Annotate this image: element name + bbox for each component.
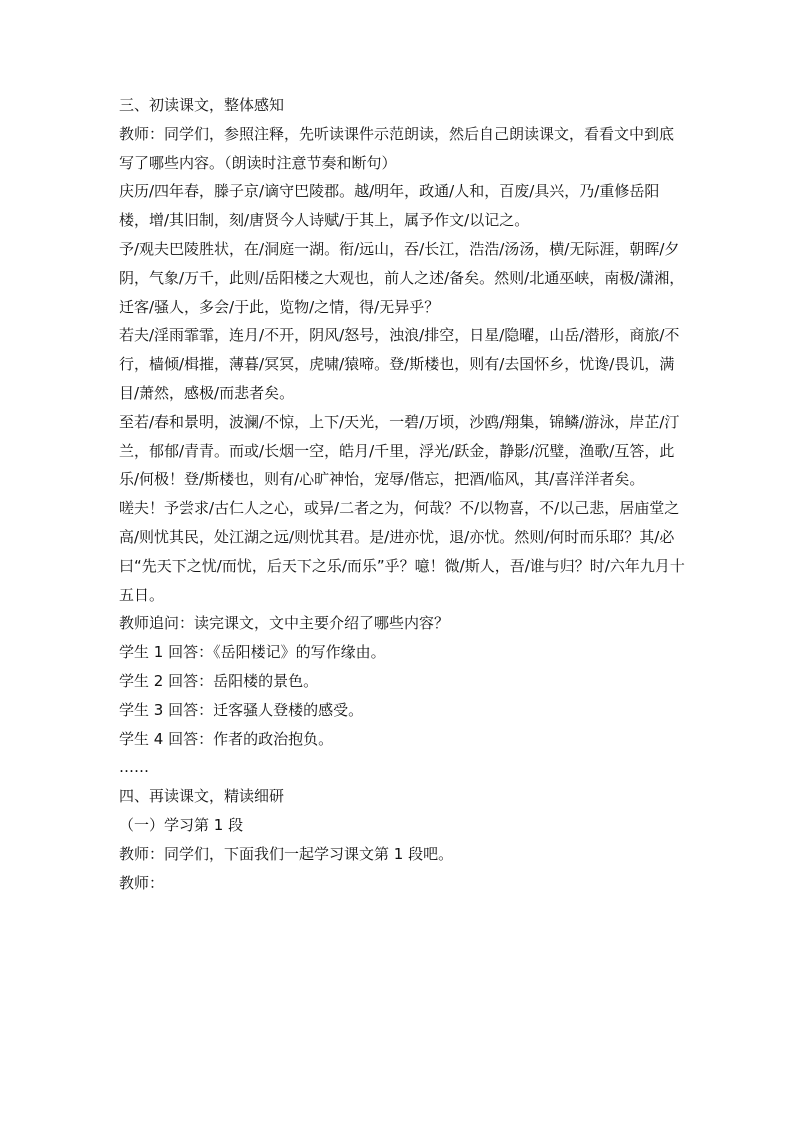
text-paragraph-1: 庆历/四年春，滕子京/谪守巴陵郡。越/明年，政通/人和，百废/具兴，乃/重修岳阳楼，增/其旧制，刻/唐贤今人诗赋/于其上，属予作文/以记之。 <box>119 182 660 230</box>
text-paragraph-5: 嗟夫！予尝求/古仁人之心，或异/二者之为，何哉？不/以物喜，不/以己悲，居庙堂之高/则忧其民，处江湖之远/则忧其君。是/进亦忧，退/亦忧。然则/何时而乐耶？其/必曰“先天下之忧/而忧，后天下之乐/而乐”乎？噫！微/斯人，吾/谁与归？时/六年九月十五日。 <box>119 499 685 604</box>
teacher-follow-up-question: 教师追问：读完课文，文中主要介绍了哪些内容？ <box>119 614 450 633</box>
student-answer-1: 学生 1 回答：《岳阳楼记》的写作缘由。 <box>119 643 386 662</box>
teacher-prompt: 教师： <box>119 873 165 892</box>
student-answer-4: 学生 4 回答：作者的政治抱负。 <box>119 729 334 748</box>
section-heading-close-reading: 四、再读课文，精读细研 <box>119 787 285 806</box>
document-page <box>119 91 685 897</box>
student-answer-3: 学生 3 回答：迁客骚人登楼的感受。 <box>119 700 364 719</box>
teacher-instruction: 教师：同学们，参照注释，先听读课件示范朗读，然后自己朗读课文，看看文中到底写了哪些内容。（朗读时注意节奏和断句） <box>119 124 675 172</box>
section-heading-first-reading: 三、初读课文，整体感知 <box>119 96 285 114</box>
teacher-lead-in: 教师：同学们，下面我们一起学习课文第 1 段吧。 <box>119 844 454 863</box>
subsection-heading-paragraph-1: （一）学习第 1 段 <box>119 815 244 834</box>
text-paragraph-4: 至若/春和景明，波澜/不惊，上下/天光，一碧/万顷，沙鸥/翔集，锦鳞/游泳，岸芷/汀兰，郁郁/青青。而或/长烟一空，皓月/千里，浮光/跃金，静影/沉璧，渔歌/互答，此乐/何极！登/斯楼也，则有/心旷神怡，宠辱/偕忘，把酒/临风，其/喜洋洋者矣。 <box>119 412 680 489</box>
text-paragraph-2: 予/观夫巴陵胜状，在/洞庭一湖。衔/远山，吞/长江，浩浩/汤汤，横/无际涯，朝晖/夕阴，气象/万千，此则/岳阳楼之大观也，前人之述/备矣。然则/北通巫峡，南极/潇湘，迁客/骚人，多会/于此，览物/之情，得/无异乎？ <box>119 239 685 316</box>
text-paragraph-3: 若夫/淫雨霏霏，连月/不开，阴风/怒号，浊浪/排空，日星/隐曜，山岳/潜形，商旅/不行，樯倾/楫摧，薄暮/冥冥，虎啸/猿啼。登/斯楼也，则有/去国怀乡，忧谗/畏讥，满目/萧然，感极/而悲者矣。 <box>119 326 680 402</box>
student-answer-2: 学生 2 回答：岳阳楼的景色。 <box>119 671 319 690</box>
ellipsis: …… <box>119 758 149 777</box>
